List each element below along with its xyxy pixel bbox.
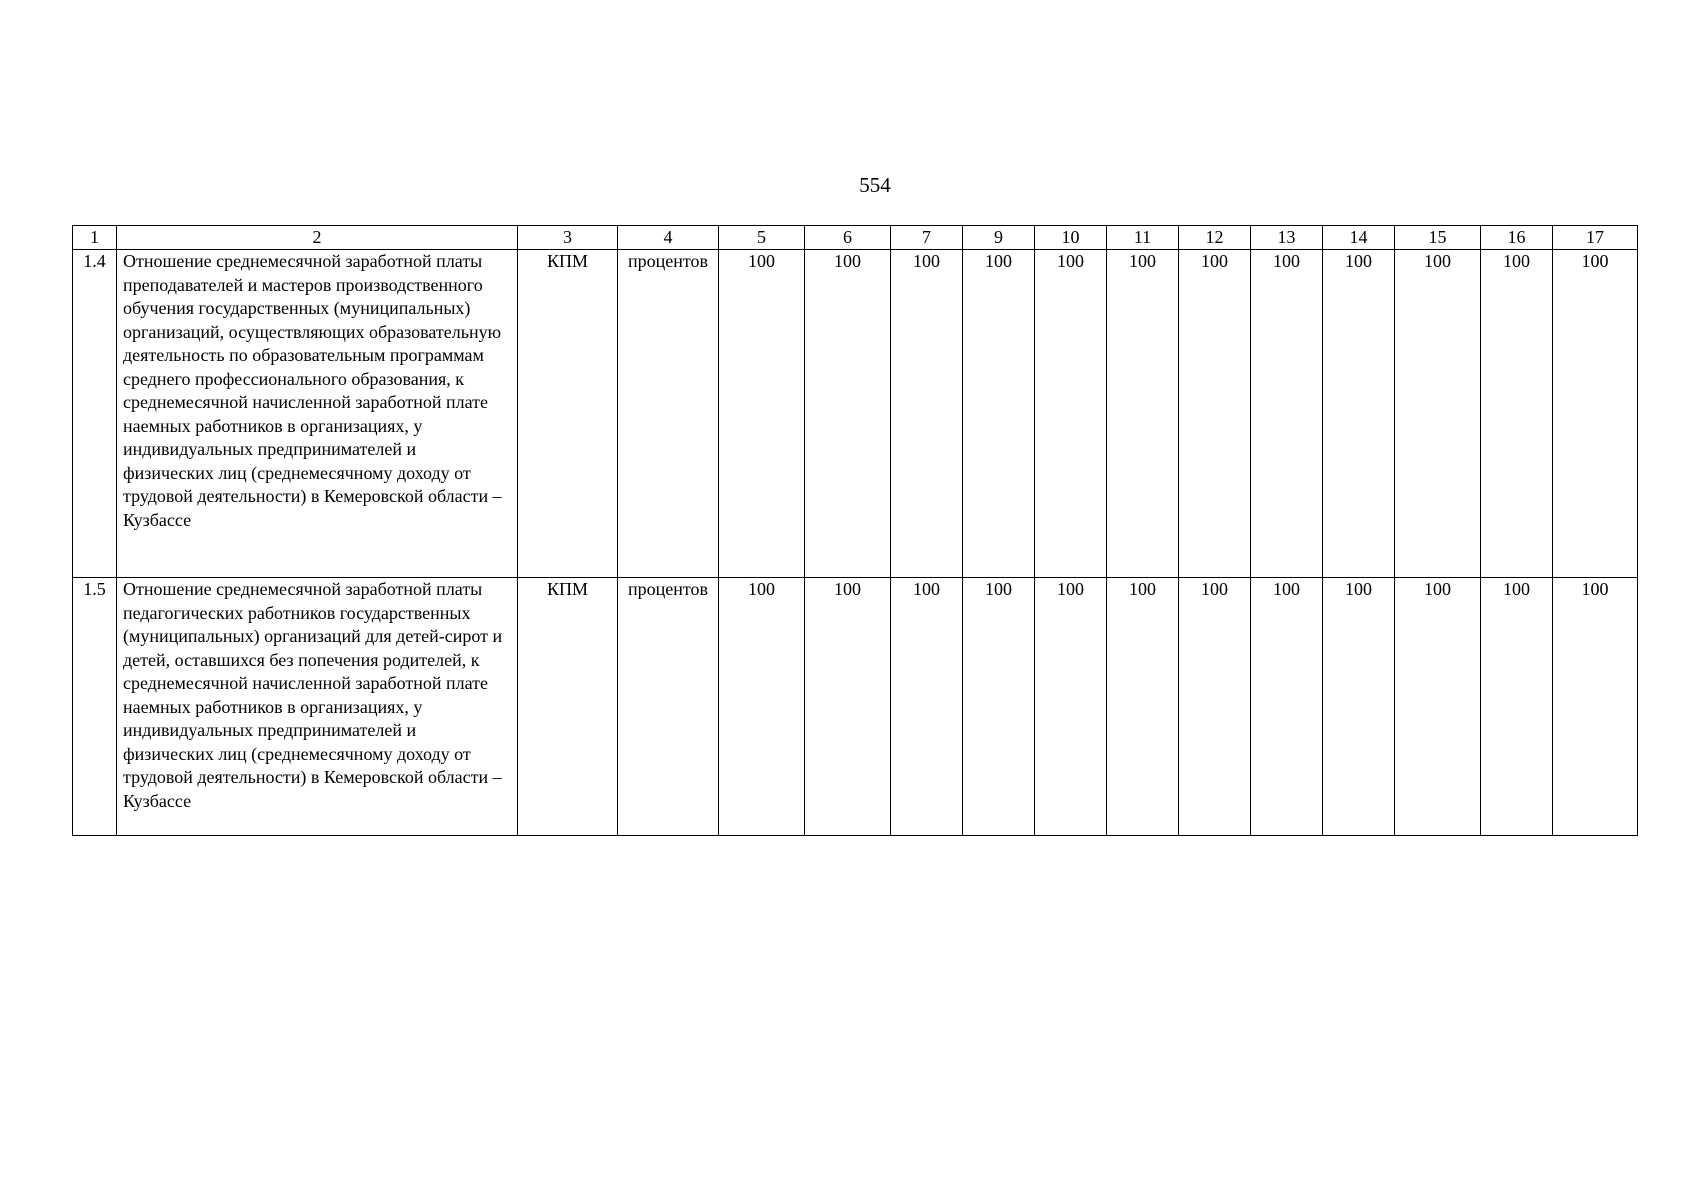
row-number: 1.5 bbox=[73, 578, 117, 836]
indicator-name: Отношение среднемесячной заработной платы преподавателей и мастеров производственного обучения государственных (муниципальных) организаций, осуществляющих образовательную деятельность по образовательным программам среднего профессионального образования, к среднемесячной начисленной заработной плате наемных работников в организациях, у индивидуальных предпринимателей и физических лиц (среднемесячному доходу от трудовой деятельности) в Кемеровской области – Кузбассе bbox=[117, 250, 518, 578]
indicator-type: КПМ bbox=[518, 250, 618, 578]
value-cell: 100 bbox=[719, 250, 805, 578]
value-cell: 100 bbox=[1251, 578, 1323, 836]
indicator-unit: процентов bbox=[618, 578, 719, 836]
value-cell: 100 bbox=[1323, 250, 1395, 578]
value-cell: 100 bbox=[1107, 578, 1179, 836]
header-cell: 1 bbox=[73, 226, 117, 250]
value-cell: 100 bbox=[1035, 578, 1107, 836]
value-cell: 100 bbox=[891, 250, 963, 578]
value-cell: 100 bbox=[891, 578, 963, 836]
header-cell: 5 bbox=[719, 226, 805, 250]
header-cell: 10 bbox=[1035, 226, 1107, 250]
value-cell: 100 bbox=[1481, 578, 1553, 836]
header-cell: 9 bbox=[963, 226, 1035, 250]
header-cell: 6 bbox=[805, 226, 891, 250]
header-cell: 11 bbox=[1107, 226, 1179, 250]
indicator-unit: процентов bbox=[618, 250, 719, 578]
value-cell: 100 bbox=[1395, 578, 1481, 836]
table-row bbox=[73, 250, 1638, 578]
page-number: 554 bbox=[859, 173, 891, 197]
value-cell: 100 bbox=[719, 578, 805, 836]
indicator-table bbox=[72, 225, 1638, 836]
header-cell: 2 bbox=[117, 226, 518, 250]
header-cell: 3 bbox=[518, 226, 618, 250]
header-cell: 4 bbox=[618, 226, 719, 250]
header-cell: 15 bbox=[1395, 226, 1481, 250]
header-cell: 7 bbox=[891, 226, 963, 250]
value-cell: 100 bbox=[1251, 250, 1323, 578]
header-cell: 14 bbox=[1323, 226, 1395, 250]
value-cell: 100 bbox=[1035, 250, 1107, 578]
value-cell: 100 bbox=[1107, 250, 1179, 578]
value-cell: 100 bbox=[1395, 250, 1481, 578]
value-cell: 100 bbox=[1553, 250, 1638, 578]
value-cell: 100 bbox=[1179, 250, 1251, 578]
row-number: 1.4 bbox=[73, 250, 117, 578]
value-cell: 100 bbox=[963, 250, 1035, 578]
value-cell: 100 bbox=[805, 250, 891, 578]
header-cell: 17 bbox=[1553, 226, 1638, 250]
value-cell: 100 bbox=[1481, 250, 1553, 578]
header-cell: 13 bbox=[1251, 226, 1323, 250]
value-cell: 100 bbox=[1553, 578, 1638, 836]
indicator-name: Отношение среднемесячной заработной платы педагогических работников государственных (муниципальных) организаций для детей-сирот и детей, оставшихся без попечения родителей, к среднемесячной начисленной заработной плате наемных работников в организациях, у индивидуальных предпринимателей и физических лиц (среднемесячному доходу от трудовой деятельности) в Кемеровской области – Кузбассе bbox=[117, 578, 518, 836]
value-cell: 100 bbox=[805, 578, 891, 836]
header-cell: 16 bbox=[1481, 226, 1553, 250]
value-cell: 100 bbox=[1323, 578, 1395, 836]
header-cell: 12 bbox=[1179, 226, 1251, 250]
header-row bbox=[73, 226, 1638, 250]
value-cell: 100 bbox=[1179, 578, 1251, 836]
table-row bbox=[73, 578, 1638, 836]
indicator-type: КПМ bbox=[518, 578, 618, 836]
value-cell: 100 bbox=[963, 578, 1035, 836]
